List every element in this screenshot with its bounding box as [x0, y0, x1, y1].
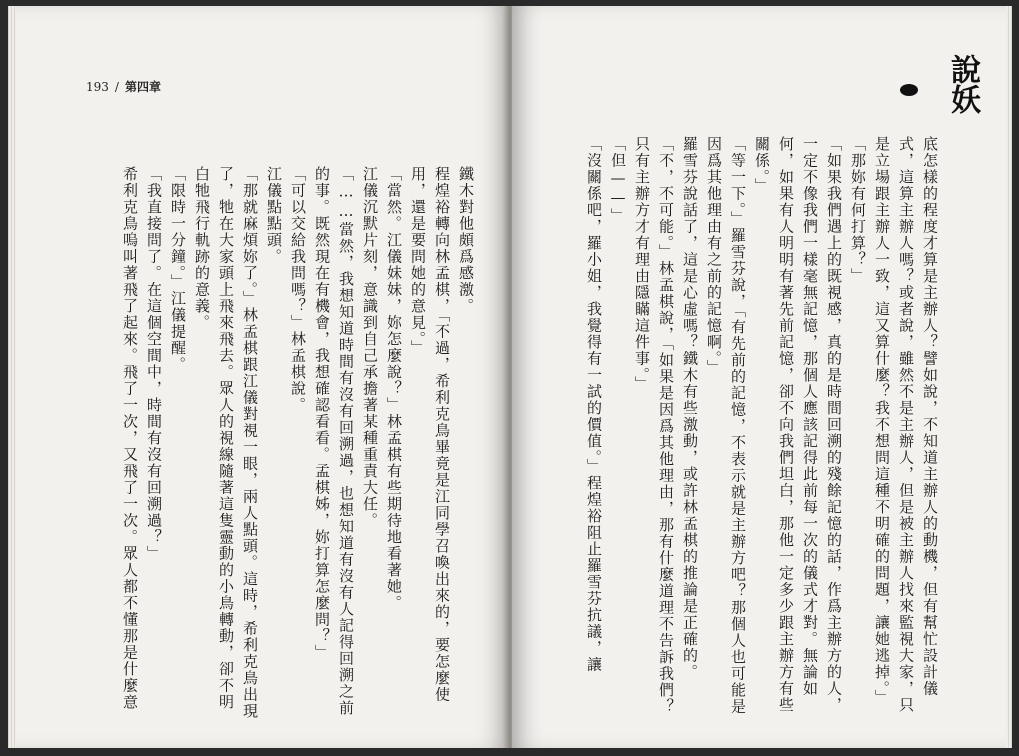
- right-page: [512, 6, 1012, 748]
- chapter-title: 第四章: [124, 80, 161, 94]
- header-separator: /: [114, 80, 119, 94]
- paragraph: 江儀點點頭。: [265, 166, 283, 265]
- right-page-text: [542, 136, 942, 716]
- paragraph: 「如果我們遇上的既視感，真的是時間回溯的殘餘記憶的話，作爲主辦方的人，一定不像我們一樣毫無記憶，那個人應該記得此前每一次的儀式才對。無論如何，如果有人明明有著先前記憶，卻不向我們坦白，那他一定多少跟主辦方有些關係。」: [753, 136, 843, 714]
- paragraph: 羅雪芬說話了，這是心虛嗎？鐵木有些激動，或許林孟棋的推論是正確的。: [681, 136, 699, 681]
- page-number: 193: [86, 80, 109, 94]
- paragraph: 「可以交給我問嗎？」林孟棋說。: [289, 166, 307, 414]
- paragraph: 「不，不可能。」林孟棋說，「如果是因爲其他理由，那有什麼道理不告訴我們？只有主辦方才有理由隱瞞這件事。」: [633, 136, 675, 715]
- paragraph: 「那妳有何打算？」: [849, 136, 867, 285]
- paragraph: 「那就麻煩妳了。」林孟棋跟江儀對視一眼，兩人點頭。這時，希利克鳥出現了，牠在大家頭上飛來飛去。眾人的視線隨著這隻靈動的小鳥轉動，卻不明白牠飛行軌跡的意義。: [193, 166, 259, 720]
- paragraph: 希利克鳥嗚叫著飛了起來。飛了一次，又飛了一次。眾人都不懂那是什麼意: [121, 166, 139, 711]
- seal-text: 說妖: [945, 54, 980, 114]
- paragraph: 「……當然，我想知道時間有沒有回溯過，也想知道有沒有人記得回溯之前的事。既然現在有機會，我想確認看看。孟棋姊，妳打算怎麼問？」: [313, 166, 355, 717]
- paragraph: 「限時一分鐘。」江儀提醒。: [169, 166, 187, 373]
- paragraph: 「沒關係吧，羅小姐，我覺得有一試的價值。」程煌裕阻止羅雪芬抗議，讓: [585, 136, 603, 673]
- paragraph: 底怎樣的程度才算是主辦人？譬如說，不知道主辦人的動機，但有幫忙設計儀式，這算主辦人嗎？或者說，雖然不是主辦人，但是被主辦人找來監視大家，只是立場跟主辦人一致，這又算什麼？我不想問這種不明確的問題，讓她逃掉。」: [873, 136, 939, 714]
- paragraph: 鐵木對他頗爲感激。: [457, 166, 475, 315]
- left-page: [8, 6, 508, 748]
- paragraph: 「但——」: [609, 136, 627, 225]
- paragraph: 「我直接問了。在這個空間中，時間有沒有回溯過？」: [145, 166, 163, 562]
- paragraph: 江儀沉默片刻，意識到自己承擔著某種重責大任。: [361, 166, 379, 529]
- ink-dot-icon: [900, 84, 918, 96]
- page-header: [86, 78, 161, 95]
- paragraph: 「等一下。」羅雪芬說，「有先前的記憶，不表示就是主辦方吧？那個人也可能是因爲其他理由有之前的記憶啊。」: [705, 136, 747, 715]
- paragraph: 「當然。江儀妹妹，妳怎麼說？」林孟棋有些期待地看著她。: [385, 166, 403, 612]
- paragraph: 程煌裕轉向林孟棋，「不過，希利克鳥畢竟是江同學召喚出來的，要怎麼使用，還是要問她的意見。」: [409, 166, 451, 703]
- left-page-text: [58, 166, 478, 726]
